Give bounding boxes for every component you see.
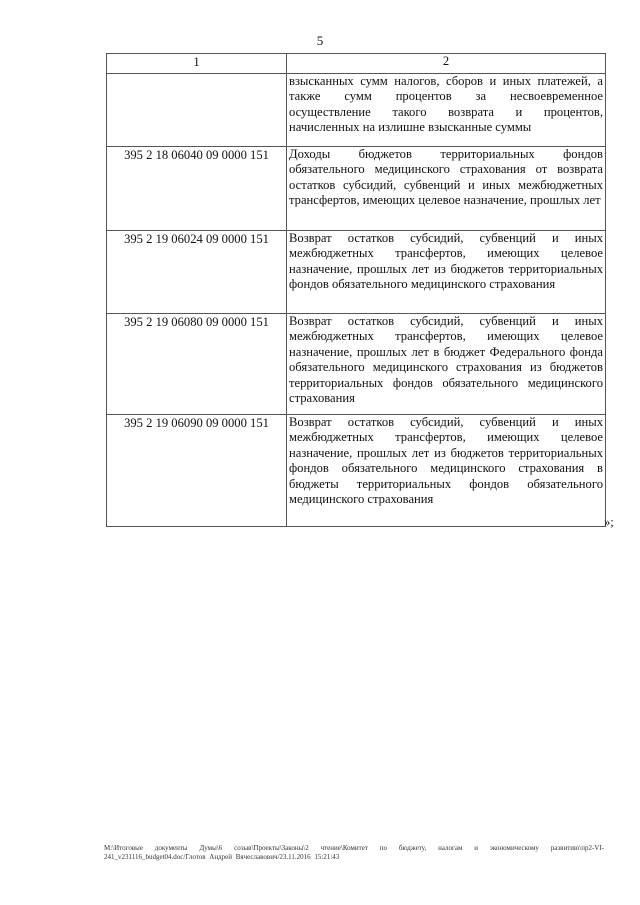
- budget-code: [107, 74, 287, 147]
- description: Возврат остатков субсидий, субвенций и иных межбюджетных трансфертов, имеющих целевое назначение, прошлых лет из бюджетов территориальных фондов обязательного медицинского страхования в бюджеты территориальных фондов обязательного медицинского страхования: [287, 415, 606, 527]
- column-header-2: 2: [287, 54, 606, 74]
- budget-code: 395 2 19 06024 09 0000 151: [107, 231, 287, 314]
- table-row: [107, 231, 606, 314]
- table-row: [107, 314, 606, 415]
- description: взысканных сумм налогов, сборов и иных платежей, а также сумм процентов за несвоевременное осуществление такого возврата и процентов, начисленных на излишне взысканные суммы: [287, 74, 606, 147]
- column-header-1: 1: [107, 54, 287, 74]
- table-row: [107, 415, 606, 527]
- budget-codes-table: [106, 53, 606, 527]
- budget-code: 395 2 19 06080 09 0000 151: [107, 314, 287, 415]
- file-path-footer: М:\Итоговые документы Думы\6 созыв\Проекты\Законы\2 чтение\Комитет по бюджету, налогам и экономическому развитию\пр2-VI-241_v231116_budget04.doc/Глотов Андрей Вячеславович/23.11.2016 15:21:43: [104, 844, 604, 861]
- table-row: [107, 147, 606, 231]
- budget-code: 395 2 18 06040 09 0000 151: [107, 147, 287, 231]
- budget-code: 395 2 19 06090 09 0000 151: [107, 415, 287, 527]
- closing-quote-mark: »;: [604, 515, 614, 529]
- table-row: [107, 74, 606, 147]
- description: Возврат остатков субсидий, субвенций и иных межбюджетных трансфертов, имеющих целевое назначение, прошлых лет из бюджетов территориальных фондов обязательного медицинского страхования: [287, 231, 606, 314]
- description: Возврат остатков субсидий, субвенций и иных межбюджетных трансфертов, имеющих целевое назначение, прошлых лет в бюджет Федерального фонда обязательного медицинского страхования из бюджетов территориальных фондов обязательного медицинского страхования: [287, 314, 606, 415]
- page-number: 5: [316, 33, 324, 48]
- table-header-row: [107, 54, 606, 74]
- description: Доходы бюджетов территориальных фондов обязательного медицинского страхования от возврата остатков субсидий, субвенций и иных межбюджетных трансфертов, имеющих целевое назначение, прошлых лет: [287, 147, 606, 231]
